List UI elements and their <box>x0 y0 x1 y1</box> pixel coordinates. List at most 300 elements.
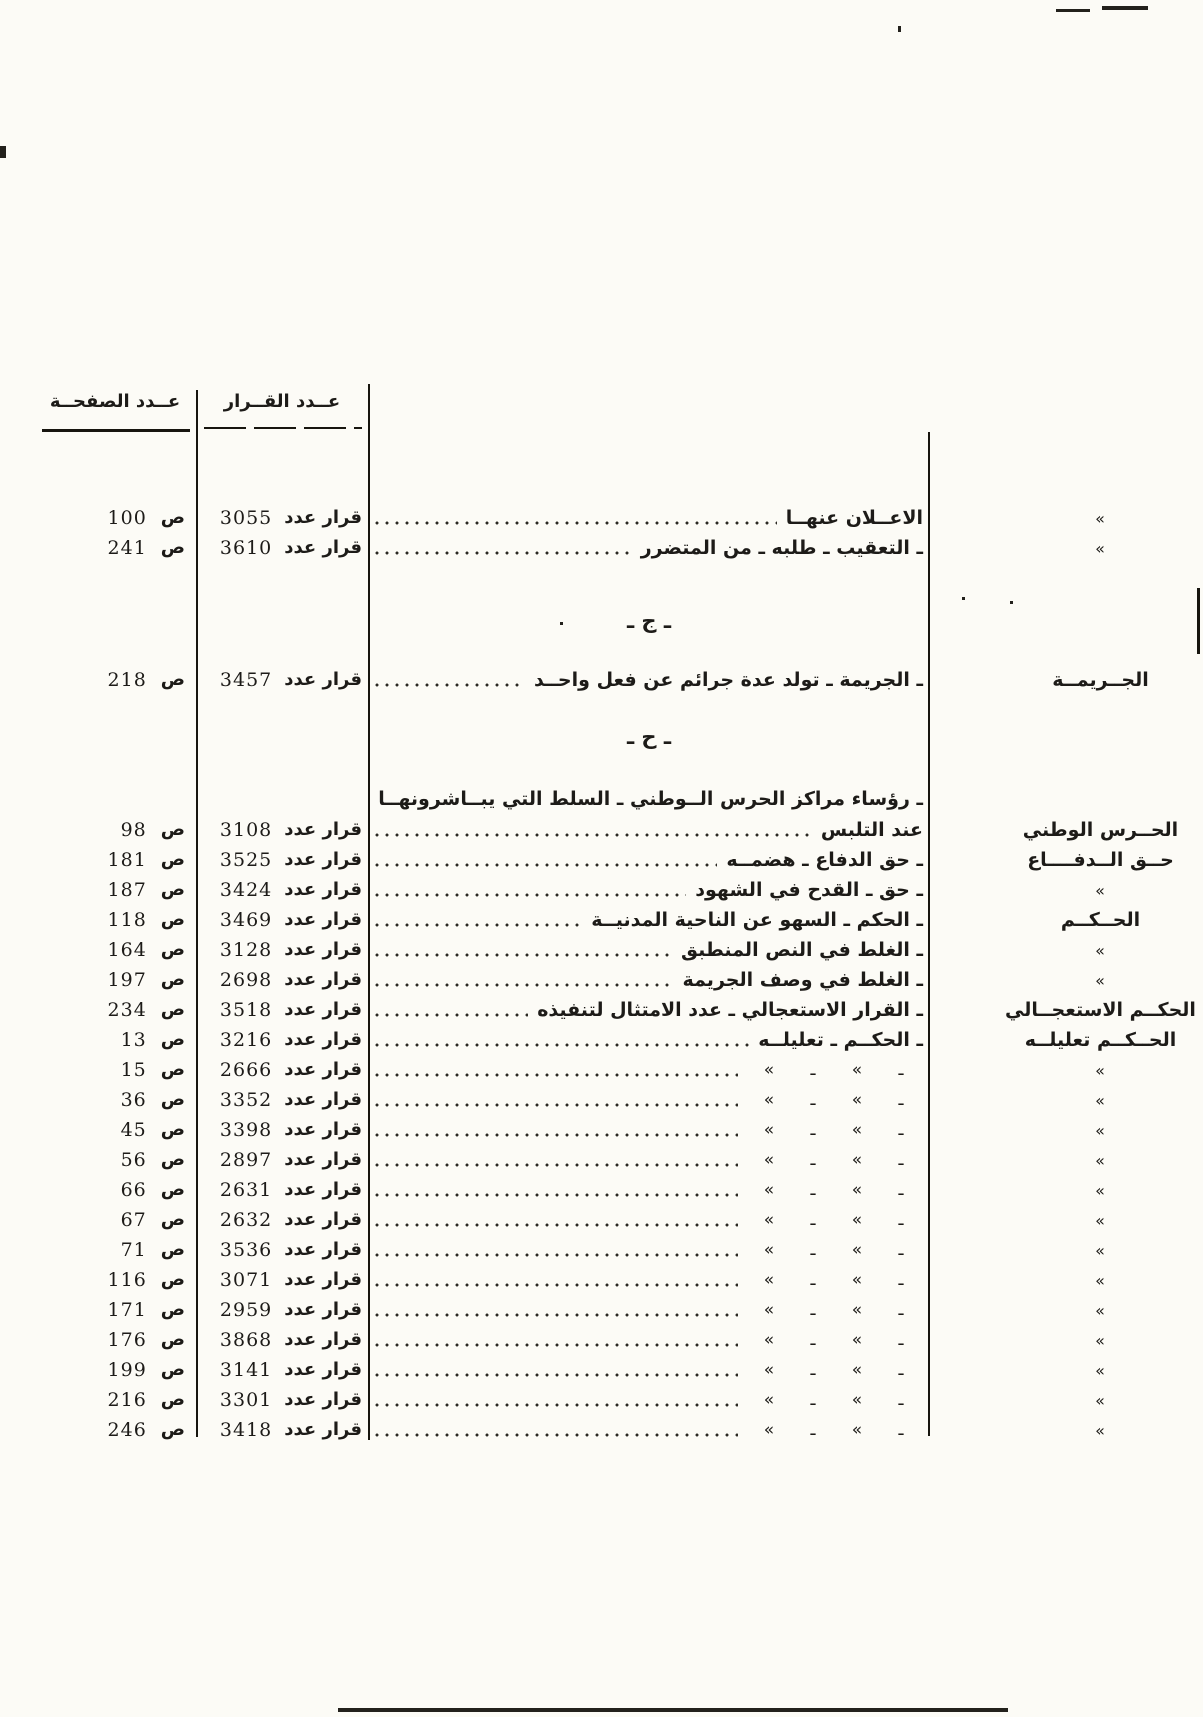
decision-label: قرار عدد <box>284 1119 362 1140</box>
dot-leader <box>372 550 632 556</box>
page-label: ص <box>160 1089 185 1110</box>
ditto-mark: ـ <box>898 1120 904 1140</box>
ditto-mark: ـ <box>810 1060 816 1080</box>
page-number: 71 <box>120 1239 147 1261</box>
decision-cell <box>197 1209 370 1231</box>
subject-heading-cell <box>928 849 1203 871</box>
subject-heading-cell <box>928 1359 1203 1381</box>
page-label: ص <box>160 879 185 900</box>
decision-cell <box>197 1389 370 1411</box>
decision-label: قرار عدد <box>284 507 362 528</box>
entry-content-cell <box>370 1090 928 1110</box>
ditto-mark: ـ <box>898 1240 904 1260</box>
table-row <box>40 503 1203 533</box>
subject-heading-cell <box>928 1419 1203 1441</box>
decision-cell <box>197 1179 370 1201</box>
subject-heading: » <box>1095 1181 1106 1200</box>
entry-content-cell <box>370 507 928 529</box>
page-number: 187 <box>107 879 147 901</box>
decision-label: قرار عدد <box>284 1029 362 1050</box>
subject-heading-cell <box>928 507 1203 529</box>
entry-text <box>747 1150 923 1170</box>
decision-label: قرار عدد <box>284 669 362 690</box>
dot-leader <box>372 1192 738 1198</box>
subject-heading: » <box>1095 1091 1106 1110</box>
scan-artifact <box>962 597 965 600</box>
scan-artifact <box>1010 601 1013 604</box>
page-cell <box>40 1149 197 1171</box>
decision-cell <box>197 1029 370 1051</box>
section-divider <box>40 707 1203 767</box>
page-cell <box>40 1089 197 1111</box>
page-number: 15 <box>120 1059 147 1081</box>
decision-label: قرار عدد <box>284 1299 362 1320</box>
page-label: ص <box>160 1239 185 1260</box>
page-label: ص <box>160 1149 185 1170</box>
dot-leader <box>372 1042 749 1048</box>
entry-text: ـ الجريمة ـ تولد عدة جرائم عن فعل واحــد <box>533 669 923 691</box>
subject-heading: حــق الــدفــــاع <box>1027 849 1174 871</box>
decision-cell <box>197 1299 370 1321</box>
entry-text: ـ حق ـ القدح في الشهود <box>695 879 923 901</box>
ditto-mark: ـ <box>810 1090 816 1110</box>
page-cell <box>40 969 197 991</box>
table-row <box>40 665 1203 695</box>
decision-cell <box>197 1119 370 1141</box>
entry-content-cell <box>370 1390 928 1410</box>
entry-text <box>747 1060 923 1080</box>
entry-content-cell <box>370 909 928 931</box>
entry-content-cell <box>370 669 928 691</box>
page-number: 218 <box>107 669 147 691</box>
decision-label: قرار عدد <box>284 1209 362 1230</box>
decision-cell <box>197 969 370 991</box>
dot-leader <box>372 892 686 898</box>
table-row <box>40 875 1203 905</box>
dot-leader <box>372 1402 738 1408</box>
page-cell <box>40 1419 197 1441</box>
entry-text <box>747 1210 923 1230</box>
ditto-mark: » <box>851 1150 863 1170</box>
page-number: 171 <box>107 1299 147 1321</box>
decision-number: 2632 <box>219 1209 273 1231</box>
ditto-mark: ـ <box>810 1360 816 1380</box>
table-row <box>40 1175 1203 1205</box>
decision-number: 3071 <box>219 1269 273 1291</box>
subject-heading-cell <box>928 999 1203 1021</box>
decision-number: 3128 <box>219 939 273 961</box>
subject-heading: » <box>1095 1391 1106 1410</box>
subject-heading: » <box>1095 1421 1106 1440</box>
entry-text <box>747 1330 923 1350</box>
page-label: ص <box>160 1179 185 1200</box>
page-label: ص <box>160 849 185 870</box>
entry-content-cell <box>370 969 928 991</box>
table-row <box>40 995 1203 1025</box>
decision-label: قرار عدد <box>284 1059 362 1080</box>
decision-label: قرار عدد <box>284 1269 362 1290</box>
subject-heading: » <box>1095 1331 1106 1350</box>
table-row <box>40 1235 1203 1265</box>
dot-leader <box>372 1282 738 1288</box>
entry-text <box>747 1180 923 1200</box>
subject-heading: » <box>1095 1271 1106 1290</box>
dot-leader <box>372 922 582 928</box>
table-row <box>40 1085 1203 1115</box>
entry-content-cell <box>370 1060 928 1080</box>
page-number: 181 <box>107 849 147 871</box>
page-cell <box>40 819 197 841</box>
page-label: ص <box>160 507 185 528</box>
entry-content-cell <box>370 1029 928 1051</box>
subject-heading: الحــرس الوطني <box>1022 819 1179 841</box>
subject-heading: الحكــم الاستعجــالي <box>1005 999 1196 1021</box>
table-row <box>40 1355 1203 1385</box>
decision-label: قرار عدد <box>284 1359 362 1380</box>
decision-label: قرار عدد <box>284 1329 362 1350</box>
page-cell <box>40 1269 197 1291</box>
entry-content-cell <box>370 819 928 841</box>
entry-content-cell <box>370 1330 928 1350</box>
decision-number: 3525 <box>219 849 273 871</box>
decision-number: 3868 <box>219 1329 273 1351</box>
subject-heading-cell <box>928 1119 1203 1141</box>
page-label: ص <box>160 819 185 840</box>
decision-label: قرار عدد <box>284 879 362 900</box>
page-cell <box>40 1239 197 1261</box>
entry-content-cell <box>370 1420 928 1440</box>
page-number: 67 <box>120 1209 147 1231</box>
decision-cell <box>197 909 370 931</box>
page-cell <box>40 999 197 1021</box>
ditto-mark: » <box>851 1090 863 1110</box>
entry-text: عند التلبس <box>820 819 923 841</box>
decision-label: قرار عدد <box>284 1149 362 1170</box>
subject-heading-cell <box>928 1329 1203 1351</box>
ditto-mark: ـ <box>898 1330 904 1350</box>
scan-artifact <box>560 622 563 625</box>
subject-heading: » <box>1095 1151 1106 1170</box>
page-cell <box>40 1029 197 1051</box>
page-number: 197 <box>107 969 147 991</box>
decision-number: 3108 <box>219 819 273 841</box>
subject-heading-cell <box>928 1149 1203 1171</box>
entry-text <box>747 1090 923 1110</box>
ditto-mark: » <box>763 1330 775 1350</box>
ditto-mark: » <box>763 1360 775 1380</box>
ditto-mark: » <box>851 1300 863 1320</box>
decision-cell <box>197 1059 370 1081</box>
ditto-mark: » <box>763 1090 775 1110</box>
page-number: 246 <box>107 1419 147 1441</box>
dot-leader <box>372 1342 738 1348</box>
page-number: 176 <box>107 1329 147 1351</box>
dot-leader <box>372 1372 738 1378</box>
decision-label: قرار عدد <box>284 1089 362 1110</box>
decision-label: قرار عدد <box>284 1419 362 1440</box>
subject-heading-cell <box>928 1179 1203 1201</box>
decision-cell <box>197 849 370 871</box>
entry-content-cell <box>370 1270 928 1290</box>
subject-heading-cell <box>928 969 1203 991</box>
entry-content-cell <box>370 879 928 901</box>
entry-text <box>747 1120 923 1140</box>
decision-label: قرار عدد <box>284 537 362 558</box>
ditto-mark: » <box>763 1300 775 1320</box>
page-label: ص <box>160 537 185 558</box>
table-row <box>40 815 1203 845</box>
subject-heading: الجــريمــة <box>1052 669 1149 691</box>
page-label: ص <box>160 999 185 1020</box>
page-number: 56 <box>120 1149 147 1171</box>
page-cell <box>40 1059 197 1081</box>
decision-number: 3418 <box>219 1419 273 1441</box>
page-number: 66 <box>120 1179 147 1201</box>
page-label: ص <box>160 909 185 930</box>
decision-label: قرار عدد <box>284 1239 362 1260</box>
decision-cell <box>197 1359 370 1381</box>
decision-cell <box>197 1149 370 1171</box>
page-number: 234 <box>107 999 147 1021</box>
ditto-mark: » <box>851 1390 863 1410</box>
subject-heading-cell <box>928 879 1203 901</box>
subject-heading-cell <box>928 537 1203 559</box>
page-label: ص <box>160 939 185 960</box>
ditto-mark: ـ <box>810 1420 816 1440</box>
page-cell <box>40 507 197 529</box>
entry-content-cell <box>370 537 928 559</box>
page-cell <box>40 1359 197 1381</box>
ditto-mark: » <box>851 1420 863 1440</box>
subject-heading: » <box>1095 941 1106 960</box>
section-divider <box>40 591 1203 651</box>
table-row <box>40 905 1203 935</box>
page-number: 241 <box>107 537 147 559</box>
entry-text <box>747 1360 923 1380</box>
entry-text: ـ التعقيب ـ طلبه ـ من المتضرر <box>640 537 923 559</box>
subject-heading-cell <box>928 1059 1203 1081</box>
entry-text: ـ الحكم ـ السهو عن الناحية المدنيــة <box>591 909 923 931</box>
ditto-mark: » <box>851 1240 863 1260</box>
dot-leader <box>372 1252 738 1258</box>
decision-label: قرار عدد <box>284 849 362 870</box>
dot-leader <box>372 1162 738 1168</box>
decision-cell <box>197 1269 370 1291</box>
entries-list <box>40 495 1203 1445</box>
subject-heading-cell <box>928 939 1203 961</box>
page-number: 116 <box>107 1269 147 1291</box>
decision-label: قرار عدد <box>284 909 362 930</box>
entry-content-cell <box>370 1180 928 1200</box>
decision-cell <box>197 1239 370 1261</box>
ditto-mark: » <box>851 1060 863 1080</box>
ditto-mark: ـ <box>898 1180 904 1200</box>
table-row <box>40 1115 1203 1145</box>
entry-content-cell <box>370 1240 928 1260</box>
page-number-column-header: عــدد الصفحــة <box>49 391 181 412</box>
entry-content-cell <box>370 1360 928 1380</box>
decision-number: 2631 <box>219 1179 273 1201</box>
page-number: 36 <box>120 1089 147 1111</box>
decision-cell <box>197 1419 370 1441</box>
table-row <box>40 1055 1203 1085</box>
scan-artifact <box>0 146 6 158</box>
table-row <box>40 1205 1203 1235</box>
ditto-mark: » <box>763 1390 775 1410</box>
ditto-mark: ـ <box>810 1150 816 1170</box>
page-number: 100 <box>107 507 147 529</box>
ditto-mark: ـ <box>898 1360 904 1380</box>
ditto-mark: ـ <box>898 1150 904 1170</box>
ditto-mark: ـ <box>810 1210 816 1230</box>
entry-text: ـ حق الدفاع ـ هضمــه <box>726 849 923 871</box>
ditto-mark: ـ <box>898 1270 904 1290</box>
decision-cell <box>197 537 370 559</box>
decision-number: 3141 <box>219 1359 273 1381</box>
dot-leader <box>372 1102 738 1108</box>
ditto-mark: ـ <box>810 1330 816 1350</box>
subject-heading-cell <box>928 1089 1203 1111</box>
entry-text: ـ الغلط في وصف الجريمة <box>682 969 923 991</box>
subject-heading: » <box>1095 1361 1106 1380</box>
ditto-mark: » <box>763 1150 775 1170</box>
decision-label: قرار عدد <box>284 969 362 990</box>
page-label: ص <box>160 1029 185 1050</box>
subject-heading-cell <box>928 669 1203 691</box>
decision-label: قرار عدد <box>284 1179 362 1200</box>
entry-text: ـ رؤساء مراكز الحرس الــوطني ـ السلط التي يبــاشرونهــا <box>378 788 923 810</box>
header-underline <box>42 429 190 432</box>
entry-text <box>747 1420 923 1440</box>
page-cell <box>40 1119 197 1141</box>
ditto-mark: ـ <box>810 1390 816 1410</box>
dot-leader <box>372 1072 738 1078</box>
subject-heading-cell <box>928 1209 1203 1231</box>
ditto-mark: ـ <box>898 1420 904 1440</box>
ditto-mark: » <box>763 1210 775 1230</box>
subject-heading: » <box>1095 1211 1106 1230</box>
page-number: 118 <box>107 909 147 931</box>
decision-cell <box>197 939 370 961</box>
ditto-mark: ـ <box>810 1240 816 1260</box>
decision-number: 2897 <box>219 1149 273 1171</box>
page-cell <box>40 1389 197 1411</box>
decision-number: 2959 <box>219 1299 273 1321</box>
ditto-mark: ـ <box>898 1210 904 1230</box>
dot-leader <box>372 982 674 988</box>
entry-content-cell <box>370 1150 928 1170</box>
ditto-mark: ـ <box>810 1270 816 1290</box>
entry-text <box>747 1390 923 1410</box>
ditto-mark: » <box>763 1240 775 1260</box>
decision-cell <box>197 999 370 1021</box>
page-label: ص <box>160 1299 185 1320</box>
decision-number: 3610 <box>219 537 273 559</box>
subject-heading: » <box>1095 509 1106 528</box>
decision-cell <box>197 879 370 901</box>
page-label: ص <box>160 1389 185 1410</box>
table-row <box>40 1385 1203 1415</box>
dot-leader <box>372 952 672 958</box>
ditto-mark: » <box>851 1120 863 1140</box>
table-row <box>40 1295 1203 1325</box>
ditto-mark: » <box>763 1120 775 1140</box>
entry-text: ـ الغلط في النص المنطبق <box>681 939 923 961</box>
page-cell <box>40 669 197 691</box>
entry-text <box>747 1240 923 1260</box>
decision-number: 3216 <box>219 1029 273 1051</box>
ditto-mark: ـ <box>810 1180 816 1200</box>
table-row <box>40 783 1203 815</box>
page-number: 216 <box>107 1389 147 1411</box>
decision-cell <box>197 819 370 841</box>
ditto-mark: » <box>851 1180 863 1200</box>
ditto-mark: ـ <box>898 1300 904 1320</box>
entry-content-cell <box>370 1120 928 1140</box>
page-label: ص <box>160 1359 185 1380</box>
table-row <box>40 1265 1203 1295</box>
decision-number: 3055 <box>219 507 273 529</box>
entry-text <box>747 1300 923 1320</box>
page-label: ص <box>160 1269 185 1290</box>
decision-number: 3469 <box>219 909 273 931</box>
page-cell <box>40 1179 197 1201</box>
subject-heading: » <box>1095 1121 1106 1140</box>
dot-leader <box>372 862 717 868</box>
dot-leader <box>372 520 777 526</box>
subject-heading: » <box>1095 539 1106 558</box>
entry-text: ـ القرار الاستعجالي ـ عدد الامتثال لتنفيذه <box>537 999 923 1021</box>
decision-cell <box>197 507 370 529</box>
subject-heading-cell <box>928 1389 1203 1411</box>
decision-number: 3352 <box>219 1089 273 1111</box>
ditto-mark: ـ <box>898 1060 904 1080</box>
page-label: ص <box>160 1329 185 1350</box>
decision-cell <box>197 669 370 691</box>
page-cell <box>40 939 197 961</box>
subject-heading: » <box>1095 1241 1106 1260</box>
subject-heading-cell <box>928 1029 1203 1051</box>
ditto-mark: » <box>851 1270 863 1290</box>
ditto-mark: » <box>763 1060 775 1080</box>
page-label: ص <box>160 1119 185 1140</box>
entry-content-cell <box>370 788 928 810</box>
decision-number: 3301 <box>219 1389 273 1411</box>
ditto-mark: » <box>763 1180 775 1200</box>
page-bottom-edge <box>338 1708 1008 1712</box>
table-row <box>40 845 1203 875</box>
ditto-mark: ـ <box>810 1120 816 1140</box>
entry-content-cell <box>370 1210 928 1230</box>
page-cell <box>40 1299 197 1321</box>
decision-number: 3398 <box>219 1119 273 1141</box>
dot-leader <box>372 682 525 688</box>
header-underline <box>204 427 362 429</box>
subject-heading: الحــكــم <box>1060 909 1141 931</box>
decision-cell <box>197 1089 370 1111</box>
decision-label: قرار عدد <box>284 939 362 960</box>
dot-leader <box>372 1312 738 1318</box>
subject-heading: » <box>1095 881 1106 900</box>
ditto-mark: » <box>851 1210 863 1230</box>
decision-number-column-header: عــدد القــرار <box>223 391 341 412</box>
entry-content-cell <box>370 1300 928 1320</box>
dot-leader <box>372 1012 528 1018</box>
subject-heading-cell <box>928 1239 1203 1261</box>
page-label: ص <box>160 1059 185 1080</box>
subject-heading-cell <box>928 1269 1203 1291</box>
ditto-mark: » <box>851 1360 863 1380</box>
